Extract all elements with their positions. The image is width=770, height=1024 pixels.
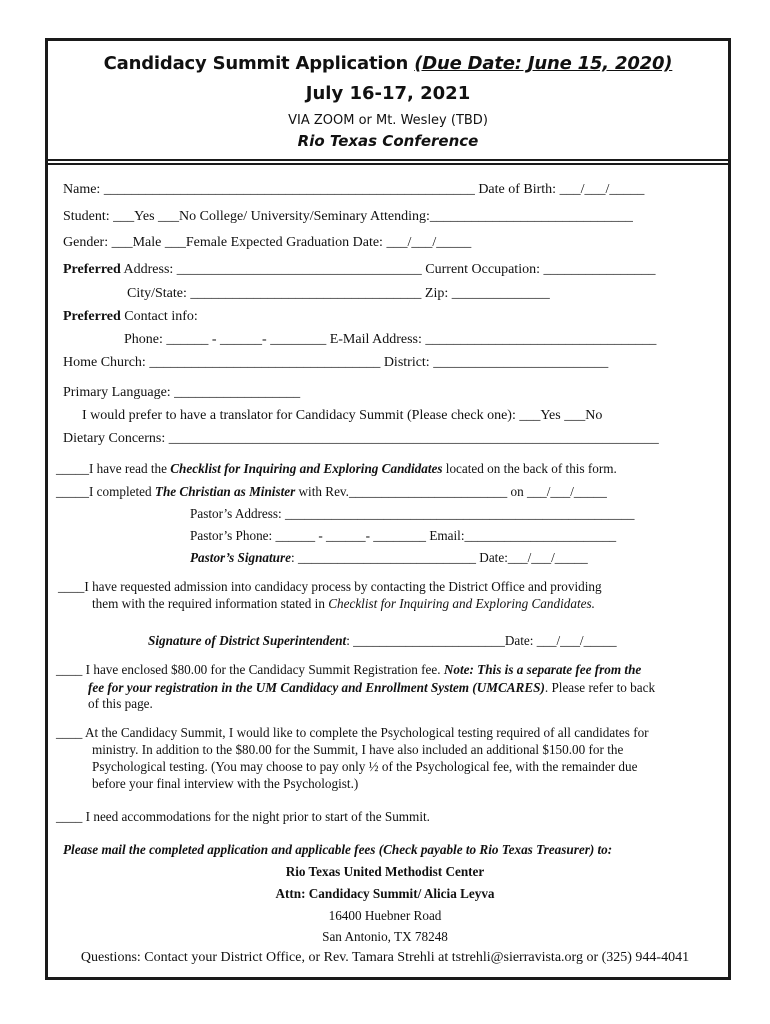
preferred-contact-label: Preferred — [63, 309, 121, 324]
questions-contact: Questions: Contact your District Office, or Rev. Tamara Strehli at tstrehli@sierravista.org or (325) 944-4041 — [80, 950, 690, 965]
pastor-phone-field[interactable]: Pastor’s Phone: ______ - ______- ________ Email:_______________________ — [190, 528, 617, 543]
admission-item-line1[interactable]: ____I have requested admission into candidacy process by contacting the District Office and providing — [58, 579, 602, 594]
name-dob-field[interactable]: Name: _____________________________________________________ Date of Birth: ___/___/_____ — [63, 182, 645, 197]
checklist-read-pre: _____I have read the — [56, 461, 171, 476]
form-header — [48, 41, 728, 161]
accommodations-item[interactable]: ____ I need accommodations for the night prior to start of the Summit. — [56, 809, 430, 824]
church-district-field[interactable]: Home Church: _________________________________ District: _________________________ — [63, 355, 609, 370]
gender-graduation-field[interactable]: Gender: ___Male ___Female Expected Graduation Date: ___/___/_____ — [63, 235, 472, 250]
psych-item-line3: Psychological testing. (You may choose to pay only ½ of the Psychological fee, with the remainder due — [92, 759, 638, 774]
checklist-read-item[interactable] — [56, 461, 617, 477]
mail-attn: Attn: Candidacy Summit/ Alicia Leyva — [275, 886, 495, 901]
translator-field[interactable]: I would prefer to have a translator for Candidacy Summit (Please check one): ___Yes ___No — [82, 408, 603, 423]
checklist-read-title: Checklist for Inquiring and Exploring Candidates — [170, 461, 443, 476]
pastor-signature-line: : ___________________________ Date:___/___/_____ — [291, 550, 588, 565]
contact-info-label — [63, 309, 198, 325]
header-divider — [48, 163, 728, 165]
city-zip-field[interactable]: City/State: _________________________________ Zip: ______________ — [127, 286, 550, 301]
student-college-field[interactable]: Student: ___Yes ___No College/ University/Seminary Attending:_____________________________ — [63, 209, 633, 224]
due-date: (Due Date: June 15, 2020) — [414, 53, 673, 74]
preferred-label: Preferred — [63, 262, 121, 277]
address-occupation-field[interactable] — [63, 262, 655, 278]
completed-post: with Rev.________________________ on ___/___/_____ — [295, 484, 607, 499]
title-text: Candidacy Summit Application — [103, 53, 409, 74]
psych-item-line1[interactable]: ____ At the Candidacy Summit, I would like to complete the Psychological testing required of all candidates for — [56, 725, 649, 740]
admission-line2-pre: them with the required information stated in — [92, 596, 329, 611]
christian-minister-item[interactable] — [56, 484, 607, 500]
contact-text: Contact info: — [120, 309, 198, 324]
primary-language-field[interactable]: Primary Language: __________________ — [63, 385, 301, 400]
checklist-read-post: located on the back of this form. — [442, 461, 617, 476]
address-text: Address: ___________________________________ Current Occupation: ________________ — [120, 262, 656, 277]
mail-street: 16400 Huebner Road — [328, 908, 442, 923]
form-title — [48, 53, 728, 74]
fee-item-line3: of this page. — [88, 696, 153, 711]
completed-title: The Christian as Minister — [154, 484, 296, 499]
summit-venue: VIA ZOOM or Mt. Wesley (TBD) — [288, 113, 488, 128]
pastor-address-field[interactable]: Pastor’s Address: _____________________________________________________ — [190, 506, 635, 521]
dietary-field[interactable]: Dietary Concerns: ______________________________________________________________________ — [63, 431, 659, 446]
psych-item-line4: before your final interview with the Psychologist.) — [92, 776, 359, 791]
mail-city: San Antonio, TX 78248 — [322, 929, 448, 944]
mail-instruction: Please mail the completed application and applicable fees (Check payable to Rio Texas Treasurer) to: — [63, 842, 613, 857]
fee-line1-pre: ____ I have enclosed $80.00 for the Candidacy Summit Registration fee. — [56, 662, 444, 677]
fee-line2-bold: fee for your registration in the UM Candidacy and Enrollment System (UMCARES) — [88, 680, 545, 695]
summit-dates: July 16-17, 2021 — [305, 83, 471, 104]
admission-line2-italic: Checklist for Inquiring and Exploring Candidates. — [328, 596, 595, 611]
ds-signature-line: : _______________________Date: ___/___/_____ — [346, 633, 617, 648]
ds-signature-field[interactable] — [148, 633, 617, 649]
phone-email-field[interactable]: Phone: ______ - ______- ________ E-Mail Address: _________________________________ — [124, 332, 657, 347]
conference-name: Rio Texas Conference — [297, 132, 479, 150]
fee-item-line2 — [88, 680, 655, 696]
mail-org: Rio Texas United Methodist Center — [285, 864, 485, 879]
pastor-signature-field[interactable] — [190, 550, 588, 566]
admission-item-line2 — [92, 596, 595, 612]
psych-item-line2: ministry. In addition to the $80.00 for the Summit, I have also included an additional $150.00 for the — [92, 742, 624, 757]
fee-line1-note: Note: This is a separate fee from the — [443, 662, 642, 677]
completed-pre: _____I completed — [56, 484, 155, 499]
pastor-signature-label: Pastor’s Signature — [190, 550, 292, 565]
fee-item-line1[interactable] — [56, 662, 641, 678]
ds-signature-label: Signature of District Superintendent — [148, 633, 347, 648]
fee-line2-post: . Please refer to back — [544, 680, 656, 695]
